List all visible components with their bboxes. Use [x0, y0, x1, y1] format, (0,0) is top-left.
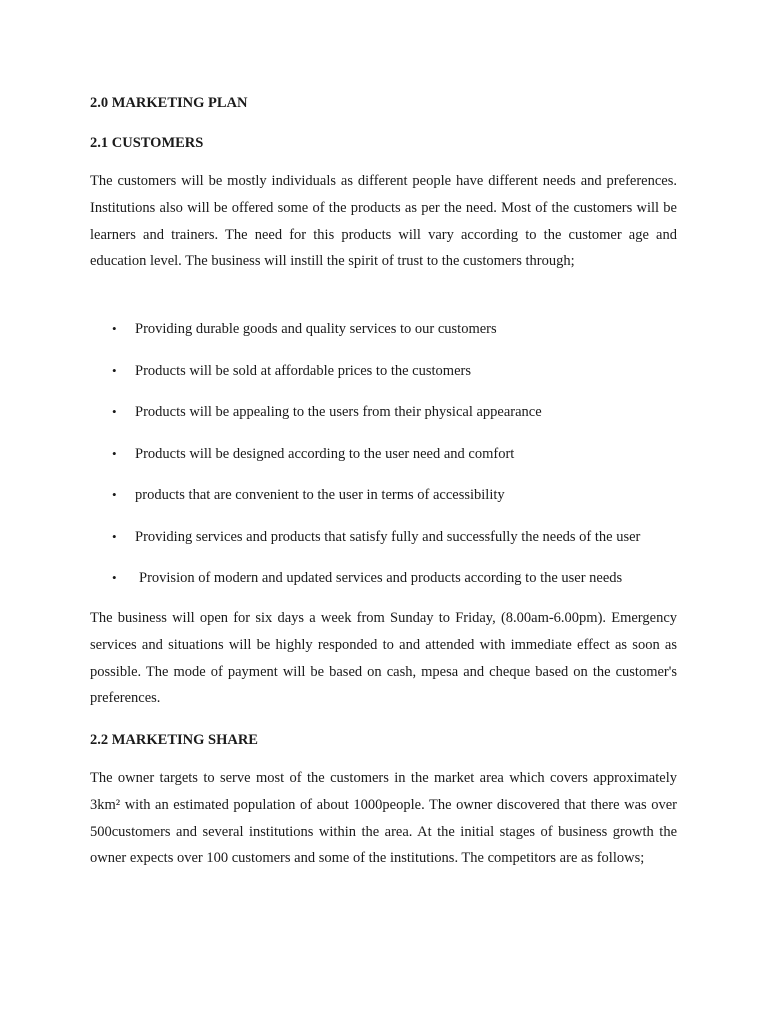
bullet-item: [90, 565, 677, 607]
bullet-list: [90, 316, 677, 607]
bullet-icon: •: [112, 445, 117, 461]
bullet-text: products that are convenient to the user in terms of accessibility: [135, 487, 505, 503]
bullet-text: Products will be sold at affordable prices to the customers: [135, 362, 471, 379]
bullet-item: [90, 358, 677, 400]
bullet-icon: •: [112, 404, 117, 419]
paragraph-market-share: The owner targets to serve most of the customers in the market area which covers approximately 3km² with an estimated population of about 1000people. The owner discovered that there was over 500customers and several institutions within the area. At the initial stages of business growth the owner expects over 100 customers and some of the institutions. The competitors are as follows;: [90, 770, 677, 867]
paragraph-business-hours: The business will open for six days a week from Sunday to Friday, (8.00am-6.00pm). Emergency services and situations will be highly responded to and attended with immediate effect as soon as possible. The mode of payment will be based on cash, mpesa and cheque based on the customer's preferences.: [90, 610, 677, 707]
bullet-text: Products will be appealing to the users from their physical appearance: [135, 404, 542, 420]
heading-customers: 2.1 CUSTOMERS: [90, 135, 204, 151]
bullet-item: [90, 482, 677, 524]
bullet-icon: •: [112, 570, 117, 585]
bullet-text: Provision of modern and updated services and products according to the user needs: [139, 570, 623, 586]
bullet-text: Products will be designed according to the user need and comfort: [135, 445, 515, 462]
bullet-icon: •: [112, 487, 117, 502]
paragraph-customers-intro: The customers will be mostly individuals as different people have different needs and preferences. Institutions also will be offered some of the products as per the need. Most of the customers will be learners and trainers. The need for this products will vary according to the customer age and education level. The business will instill the spirit of trust to the customers through;: [90, 173, 677, 270]
heading-marketing-share: 2.2 MARKETING SHARE: [90, 732, 258, 748]
bullet-icon: •: [112, 362, 117, 378]
heading-marketing-plan: 2.0 MARKETING PLAN: [90, 95, 248, 111]
bullet-item: [90, 441, 677, 483]
bullet-icon: •: [112, 321, 117, 336]
bullet-icon: •: [112, 528, 117, 544]
bullet-item: [90, 524, 677, 566]
bullet-item: [90, 316, 677, 358]
bullet-item: [90, 399, 677, 441]
bullet-text: Providing services and products that satisfy fully and successfully the needs of the user: [135, 528, 641, 545]
bullet-text: Providing durable goods and quality services to our customers: [135, 321, 497, 337]
